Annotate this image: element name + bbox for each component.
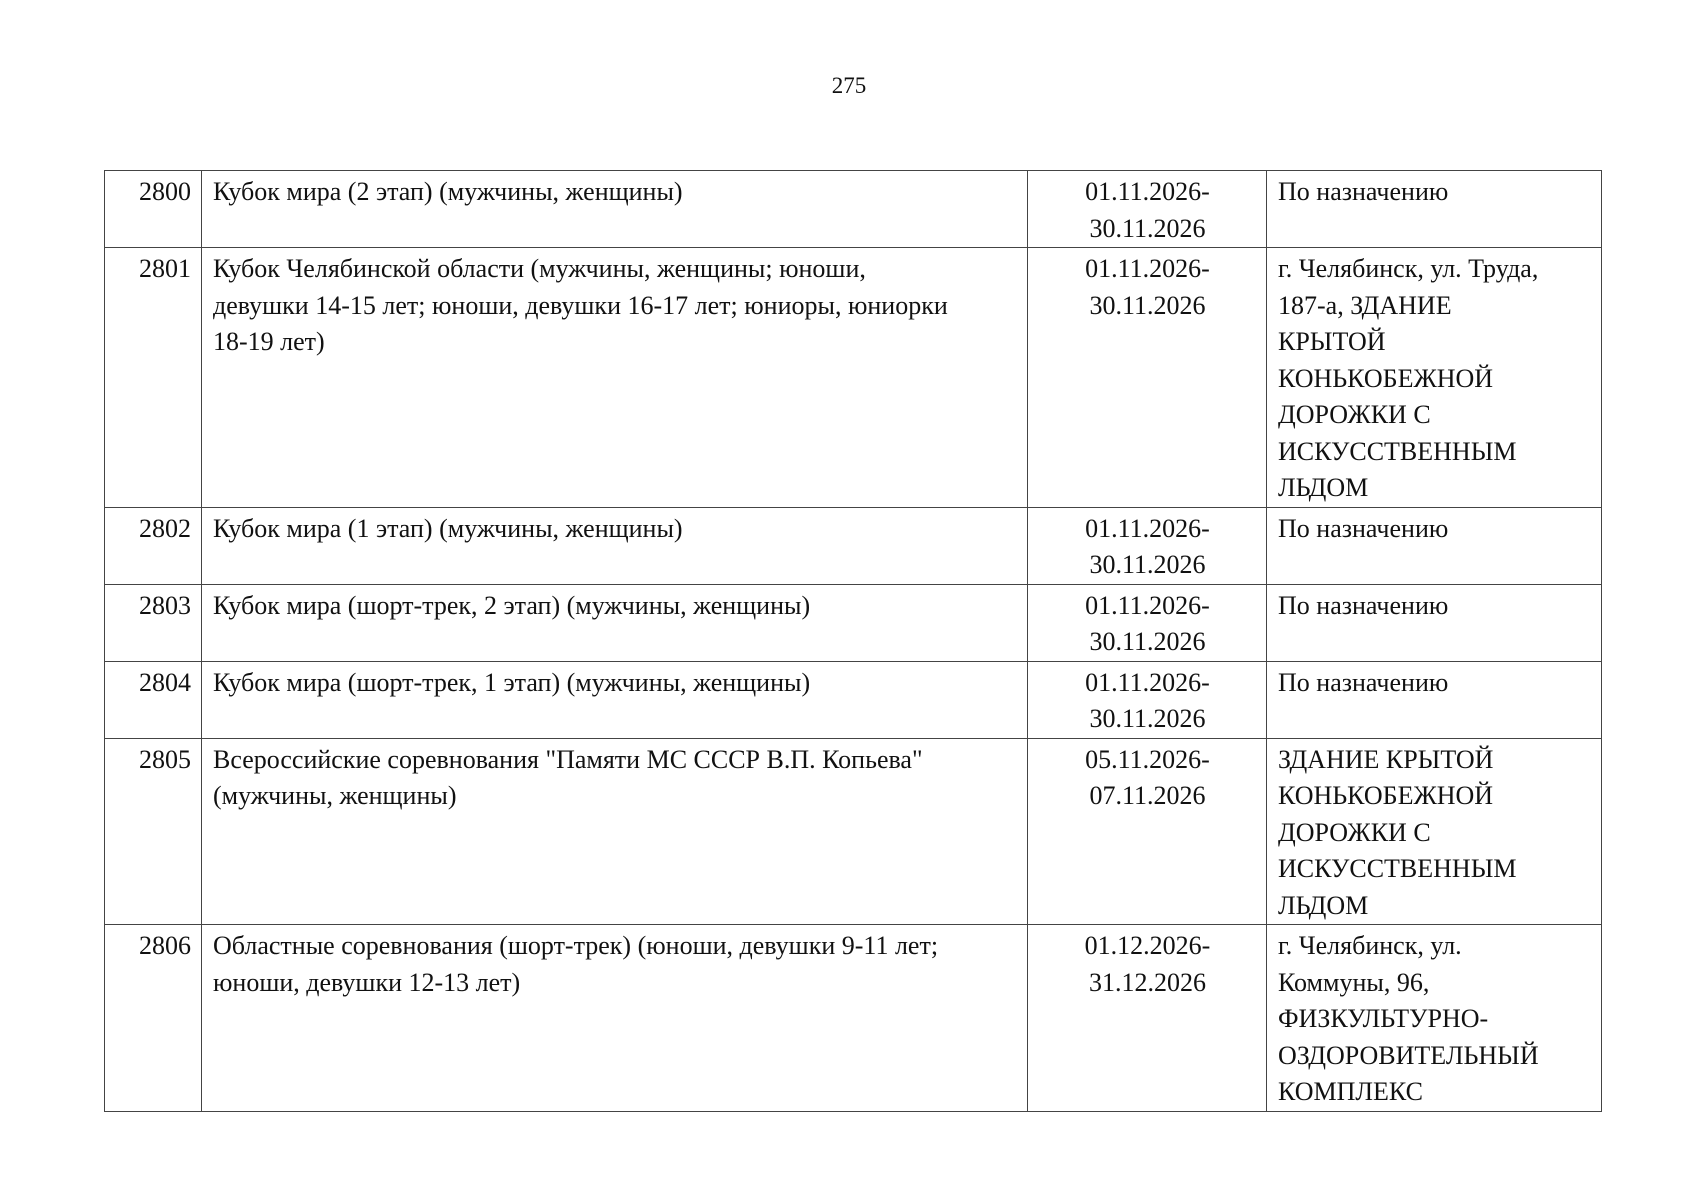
table-row <box>105 248 1602 508</box>
event-place: По назначению <box>1267 661 1602 738</box>
event-name: Кубок мира (шорт-трек, 1 этап) (мужчины, женщины) <box>202 661 1028 738</box>
table-row <box>105 661 1602 738</box>
event-name: Областные соревнования (шорт-трек) (юноши, девушки 9-11 лет; юноши, девушки 12-13 лет) <box>202 925 1028 1112</box>
event-place: По назначению <box>1267 507 1602 584</box>
event-name: Кубок мира (шорт-трек, 2 этап) (мужчины, женщины) <box>202 584 1028 661</box>
event-number: 2805 <box>105 738 202 925</box>
event-number: 2802 <box>105 507 202 584</box>
event-number: 2806 <box>105 925 202 1112</box>
page-number: 275 <box>831 73 867 98</box>
event-place: ЗДАНИЕ КРЫТОЙ КОНЬКОБЕЖНОЙ ДОРОЖКИ С ИСКУССТВЕННЫМ ЛЬДОМ <box>1267 738 1602 925</box>
event-number: 2801 <box>105 248 202 508</box>
table-row <box>105 584 1602 661</box>
event-dates: 01.11.2026- 30.11.2026 <box>1028 171 1267 248</box>
event-dates: 05.11.2026- 07.11.2026 <box>1028 738 1267 925</box>
event-dates: 01.11.2026- 30.11.2026 <box>1028 661 1267 738</box>
event-name: Кубок мира (2 этап) (мужчины, женщины) <box>202 171 1028 248</box>
table-row <box>105 925 1602 1112</box>
event-name: Кубок Челябинской области (мужчины, женщины; юноши, девушки 14-15 лет; юноши, девушки 16-17 лет; юниоры, юниорки 18-19 лет) <box>202 248 1028 508</box>
event-place: г. Челябинск, ул. Труда, 187-а, ЗДАНИЕ КРЫТОЙ КОНЬКОБЕЖНОЙ ДОРОЖКИ С ИСКУССТВЕННЫМ ЛЬДОМ <box>1267 248 1602 508</box>
event-dates: 01.12.2026- 31.12.2026 <box>1028 925 1267 1112</box>
event-number: 2804 <box>105 661 202 738</box>
table-row <box>105 507 1602 584</box>
table-row <box>105 738 1602 925</box>
event-place: По назначению <box>1267 584 1602 661</box>
event-place: г. Челябинск, ул. Коммуны, 96, ФИЗКУЛЬТУРНО- ОЗДОРОВИТЕЛЬНЫЙ КОМПЛЕКС <box>1267 925 1602 1112</box>
event-name: Всероссийские соревнования "Памяти МС СССР В.П. Копьева" (мужчины, женщины) <box>202 738 1028 925</box>
event-dates: 01.11.2026- 30.11.2026 <box>1028 507 1267 584</box>
table-row <box>105 171 1602 248</box>
event-dates: 01.11.2026- 30.11.2026 <box>1028 248 1267 508</box>
events-table <box>104 170 1602 1112</box>
event-name: Кубок мира (1 этап) (мужчины, женщины) <box>202 507 1028 584</box>
event-dates: 01.11.2026- 30.11.2026 <box>1028 584 1267 661</box>
event-number: 2800 <box>105 171 202 248</box>
event-number: 2803 <box>105 584 202 661</box>
event-place: По назначению <box>1267 171 1602 248</box>
